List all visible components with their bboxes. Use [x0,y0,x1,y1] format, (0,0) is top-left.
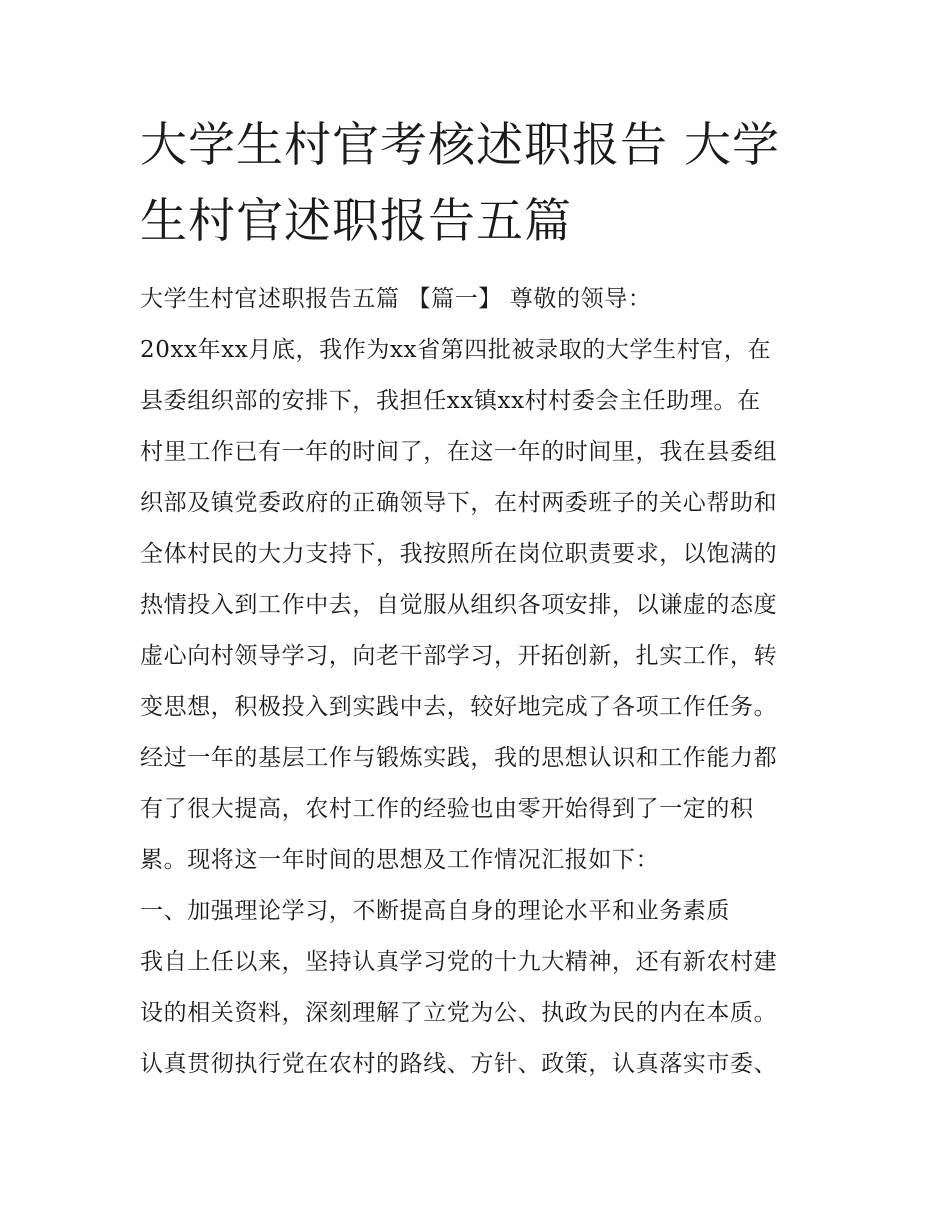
title-line: 大学生村官考核述职报告 大学 [140,118,780,173]
body-line: 县委组织部的安排下，我担任xx镇xx村村委会主任助理。在 [140,388,761,414]
section-heading: 一、加强理论学习，不断提高自身的理论水平和业务素质 [140,898,730,924]
body-line: 累。现将这一年时间的思想及工作情况汇报如下： [140,847,660,873]
body-line: 我自上任以来，坚持认真学习党的十九大精神，还有新农村建 [140,949,778,975]
body-line: 全体村民的大力支持下，我按照所在岗位职责要求，以饱满的 [140,541,778,567]
title-line: 生村官述职报告五篇 [140,194,572,249]
body-line: 认真贯彻执行党在农村的路线、方针、政策，认真落实市委、 [140,1051,778,1077]
body-line: 经过一年的基层工作与锻炼实践，我的思想认识和工作能力都 [140,745,778,771]
document-body [140,274,820,1090]
body-line: 织部及镇党委政府的正确领导下，在村两委班子的关心帮助和 [140,490,778,516]
body-line: 20xx年xx月底，我作为xx省第四批被录取的大学生村官，在 [140,337,772,363]
document-title [140,108,820,260]
body-line: 热情投入到工作中去，自觉服从组织各项安排，以谦虚的态度 [140,592,778,618]
body-line: 大学生村官述职报告五篇 【篇一】 尊敬的领导： [140,286,652,312]
body-line: 有了很大提高，农村工作的经验也由零开始得到了一定的积 [140,796,754,822]
body-line: 变思想，积极投入到实践中去，较好地完成了各项工作任务。 [140,694,778,720]
body-line: 村里工作已有一年的时间了，在这一年的时间里，我在县委组 [140,439,778,465]
body-line: 虚心向村领导学习，向老干部学习，开拓创新，扎实工作，转 [140,643,778,669]
body-line: 设的相关资料，深刻理解了立党为公、执政为民的内在本质。 [140,1000,778,1026]
